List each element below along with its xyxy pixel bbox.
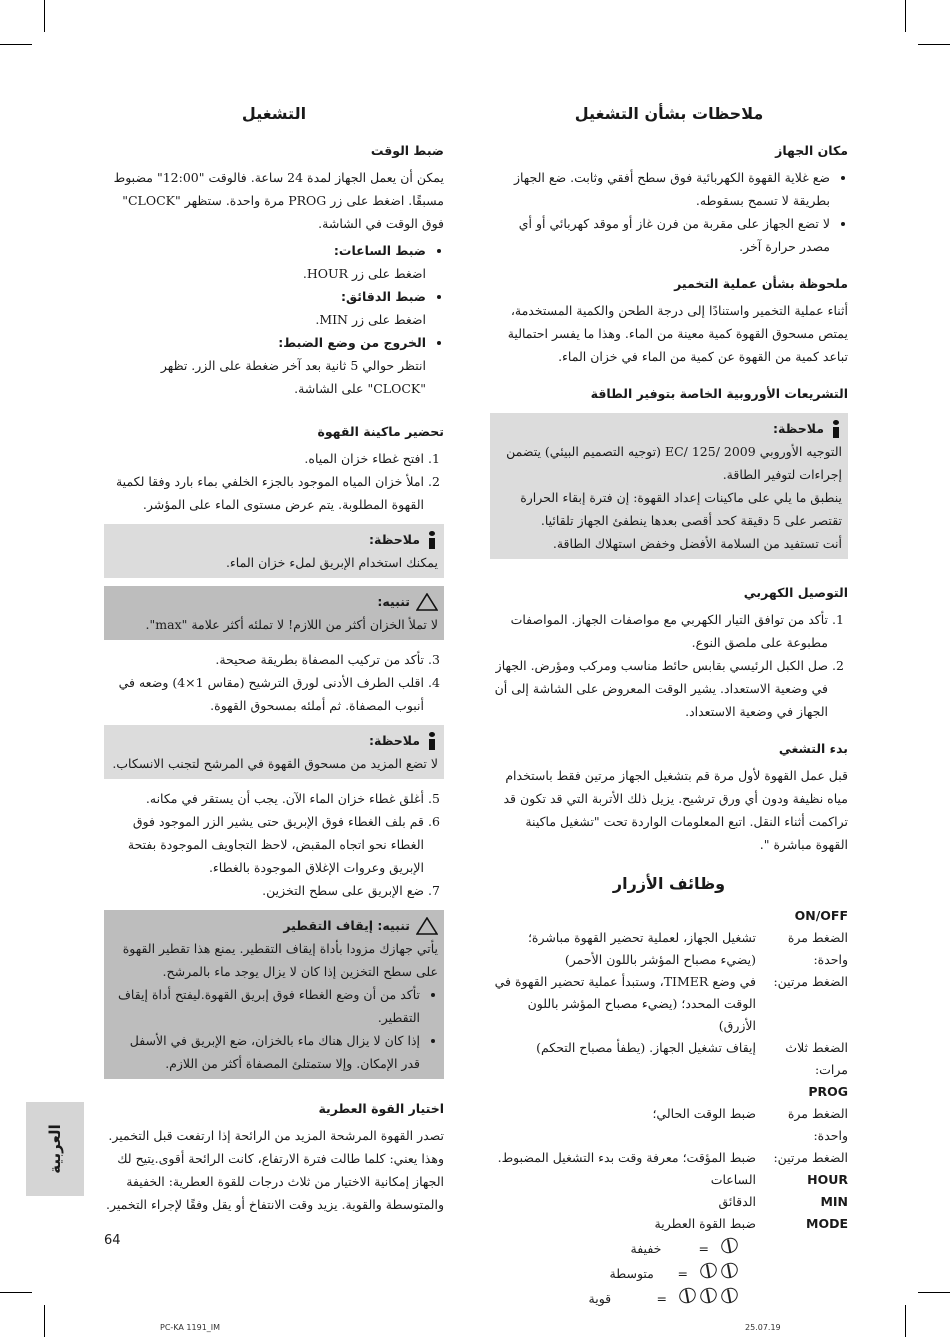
left-column <box>104 98 444 1216</box>
note-header: ملاحظة: <box>110 528 438 551</box>
press-desc: الدقائق <box>718 1194 756 1209</box>
numbered-list <box>104 648 444 717</box>
button-name: PROG <box>808 1084 848 1099</box>
press-desc: ضبط القوة العطرية <box>654 1216 756 1231</box>
heading-prep: تحضير ماكينة القهوة <box>317 424 444 439</box>
press-desc: إيقاف تشغيل الجهاز. (يطفأ مصباح التحكم) <box>536 1040 756 1055</box>
bullet-list <box>104 239 444 400</box>
crop-mark <box>918 44 950 45</box>
note-box <box>104 524 444 578</box>
note-box <box>104 725 444 779</box>
numbered-list <box>104 447 444 516</box>
press-label: الضغط مرتين: <box>773 974 848 989</box>
press-desc: في وضع TIMER، وستبدأ عملية تحضير القهوة في الوقت المحدد؛ (يضيء مصباح المؤشر باللون الأزرق) <box>494 974 756 1033</box>
numbered-list <box>490 608 848 723</box>
info-icon <box>830 420 842 438</box>
info-icon <box>426 732 438 750</box>
heading-aroma: اختيار القوة العطرية <box>318 1101 444 1116</box>
crop-mark <box>918 1292 950 1293</box>
press-label: الضغط مرة واحدة: <box>787 930 848 967</box>
paragraph: أثناء عملية التخمير واستنادًا إلى درجة الطحن والكمية المستخدمة، يمتص مسحوق القهوة كمية معينة من الماء. وهذا ما يفسر احتمالية تباعد كمية من القهوة عن كمية من الماء في خزان الماء. <box>507 303 848 364</box>
list-item: • إذا كان لا يزال هناك ماء بالخزان، ضع الإبريق في الأسفل قدر الإمكان. وإلا ستمتلئ المصفاة أكثر من اللازم. <box>110 1029 420 1075</box>
list-item: • الخروج من وضع الضبط: انتظر حوالي 5 ثانية بعد آخر ضغطة على الزر. تظهر "CLOCK" على الشاشة. <box>104 331 426 400</box>
note-header: ملاحظة: <box>496 417 842 440</box>
note-text: لا تضع المزيد من مسحوق القهوة في المرشح لتجنب الانسكاب. <box>112 756 438 771</box>
note-text: ينطبق ما يلي على ماكينات إعداد القهوة: إن فترة إبقاء الحرارة تقتصر على 5 دقيقة كحد أقصى بعدها ينطفئ الجهاز تلقائيا. <box>520 490 842 528</box>
paragraph: يمكن أن يعمل الجهاز لمدة 24 ساعة. فالوقت "12:00" مضبوط مسبقًا. اضغط على زر PROG مرة واحدة. ستظهر "CLOCK" فوق الوقت في الشاشة. <box>113 170 444 231</box>
press-label: الضغط مرة واحدة: <box>787 1106 848 1143</box>
press-desc: الساعات <box>710 1172 756 1187</box>
language-tab: العربية <box>26 1102 84 1196</box>
list-item: 2. صل الكبل الرئيسي بقابس حائط مناسب ومركب ومؤرض. الجهاز في وضعية الاستعداد. يشير الوقت المعروض على الشاشة إلى أن الجهاز في وضعية الاستعداد. <box>490 654 828 723</box>
crop-mark <box>905 0 906 32</box>
bullet-list <box>110 983 438 1075</box>
beans-icon <box>719 1237 740 1260</box>
warning-text: لا تملأ الخزان أكثر من اللازم! لا تملئه أكثر علامة "max". <box>145 617 438 632</box>
buttons-table <box>490 905 848 1235</box>
strength-row: = متوسطة <box>490 1262 740 1285</box>
button-name: HOUR <box>807 1172 848 1187</box>
list-item: 4. اقلب الطرف الأدنى لورق الترشيح (مقاس 1×4) وضعه في أنبوب المصفاة. ثم أملئه بمسحوق القهوة. <box>104 671 424 717</box>
list-item: 2. املأ خزان المياه الموجود بالجزء الخلفي بماء بارد وفقا لكمية القهوة المطلوبة. يتم عرض مستوى الماء على المؤشر. <box>104 470 424 516</box>
press-label: الضغط ثلاث مرات: <box>785 1040 848 1077</box>
note-text: يمكنك استخدام الإبريق لملء خزان الماء. <box>225 555 438 570</box>
heading-time: ضبط الوقت <box>370 143 444 158</box>
strength-row: = قوية <box>490 1287 740 1310</box>
list-item: 6. قم بلف الغطاء فوق الإبريق حتى يشير الزر الموجود فوق الغطاء نحو اتجاه المقبض، لاحظ التجاويف الموجودة بفتحة الإبريق وعروات الإغلاق الموجودة بالغطاء. <box>104 810 424 879</box>
warning-box <box>104 586 444 640</box>
warning-icon <box>416 593 438 611</box>
section-title: التشغيل <box>241 104 307 123</box>
press-desc: تشغيل الجهاز، لعملية تحضير القهوة مباشرة؛ (يضيء مصباح المؤشر باللون الأحمر) <box>527 930 756 967</box>
list-item: 1. افتح غطاء خزان المياه. <box>104 447 424 470</box>
warning-header: تنبيه: إيقاف التقطير <box>110 914 438 937</box>
page-number: 64 <box>104 1233 121 1248</box>
strength-label: خفيفة <box>630 1241 662 1256</box>
crop-mark <box>44 0 45 32</box>
strength-label: قوية <box>588 1291 612 1306</box>
model-code: PC-KA 1191_IM <box>160 1323 221 1332</box>
list-item: 7. ضع الإبريق على سطح التخزين. <box>104 879 424 902</box>
note-box <box>490 413 848 559</box>
heading-electric: التوصيل الكهربي <box>743 585 848 600</box>
button-name: MODE <box>806 1216 848 1231</box>
crop-mark <box>0 1292 32 1293</box>
right-column <box>490 98 848 1312</box>
heading-brewing: ملحوظة بشأن عملية التخمير <box>674 276 848 291</box>
crop-mark <box>44 1305 45 1337</box>
press-desc: ضبط المؤقت؛ معرفة وقت بدء التشغيل المضبوط. <box>497 1150 756 1165</box>
list-item: • تأكد من أن وضع الغطاء فوق إبريق القهوة.ليفتح أداة إيقاف التقطير. <box>110 983 420 1029</box>
bullet-list <box>490 166 848 258</box>
press-label: الضغط مرتين: <box>773 1150 848 1165</box>
button-name: MIN <box>820 1194 848 1209</box>
buttons-title: وظائف الأزرار <box>612 874 726 893</box>
warning-icon <box>416 917 438 935</box>
strength-label: متوسطة <box>609 1266 654 1281</box>
print-date: 25.07.19 <box>745 1323 781 1332</box>
button-name: ON/OFF <box>794 908 848 923</box>
list-item: • لا تضع الجهاز على مقربة من فرن غاز أو موقد كهربائي أو أي مصدر حرارة آخر. <box>490 212 830 258</box>
section-title: ملاحظات بشأن التشغيل <box>574 104 764 123</box>
heading-eu: التشريعات الأوروبية الخاصة بتوفير الطاقة <box>590 386 848 401</box>
crop-mark <box>905 1305 906 1337</box>
numbered-list <box>104 787 444 902</box>
list-item: • ضع غلاية القهوة الكهربائية فوق سطح أفقي وثابت. ضع الجهاز بطريقة لا تسمح بسقوطه. <box>490 166 830 212</box>
note-text: أنت تستفيد من السلامة الأفضل وخفض استهلاك الطاقة. <box>552 536 842 551</box>
strength-row: = خفيفة <box>490 1237 740 1260</box>
warning-text: يأتي جهازك مزودا بأداة إيقاف التقطير. يمنع هذا تقطير القهوة على سطح التخزين إذا كان لا يزال يوجد ماء بالمرشح. <box>122 941 438 979</box>
list-item: 1. تأكد من توافق التيار الكهربي مع مواصفات الجهاز. المواصفات مطبوعة على ملصق النوع. <box>490 608 828 654</box>
warning-header: تنبيه: <box>110 590 438 613</box>
warning-box <box>104 910 444 1079</box>
crop-mark <box>0 44 32 45</box>
beans-icon <box>698 1262 740 1285</box>
heading-location: مكان الجهاز <box>775 143 848 158</box>
note-header: ملاحظة: <box>110 729 438 752</box>
list-item: 3. تأكد من تركيب المصفاة بطريقة صحيحة. <box>104 648 424 671</box>
paragraph: تصدر القهوة المرشحة المزيد من الرائحة إذا ارتفعت قبل التخمير. وهذا يعني: كلما طالت فترة الارتفاع، كانت الرائحة أقوى.يتيح لك الجهاز إمكانية الاختيار من ثلاث درجات للقوة العطرية: الخفيفة والمتوسطة والقوية. يزيد وقت الانتفاخ أو يقل وفقًا لإجراء التخمير. <box>106 1128 444 1212</box>
press-desc: ضبط الوقت الحالي؛ <box>652 1106 756 1121</box>
list-item: 5. أغلق غطاء خزان الماء الآن. يجب أن يستقر في مكانه. <box>104 787 424 810</box>
info-icon <box>426 531 438 549</box>
paragraph: قبل عمل القهوة لأول مرة قم بتشغيل الجهاز مرتين فقط باستخدام مياه نظيفة ودون أي ورق ترشيح. يزيل ذلك الأتربة التي قد تكون قد تراكمت أثناء النقل. اتبع المعلومات الواردة تحت "تشغيل ماكينة القهوة مباشرة ". <box>503 768 848 852</box>
note-text: التوجيه الأوروبي EC/ 125/ 2009 (توجيه التصميم البيئي) يتضمن إجراءات لتوفير الطاقة. <box>506 444 842 482</box>
list-item: • ضبط الدقائق: اضغط على زر MIN. <box>104 285 426 331</box>
list-item: • ضبط الساعات: اضغط على زر HOUR. <box>104 239 426 285</box>
heading-startup: بدء التشغي <box>778 741 848 756</box>
beans-icon <box>677 1287 740 1310</box>
